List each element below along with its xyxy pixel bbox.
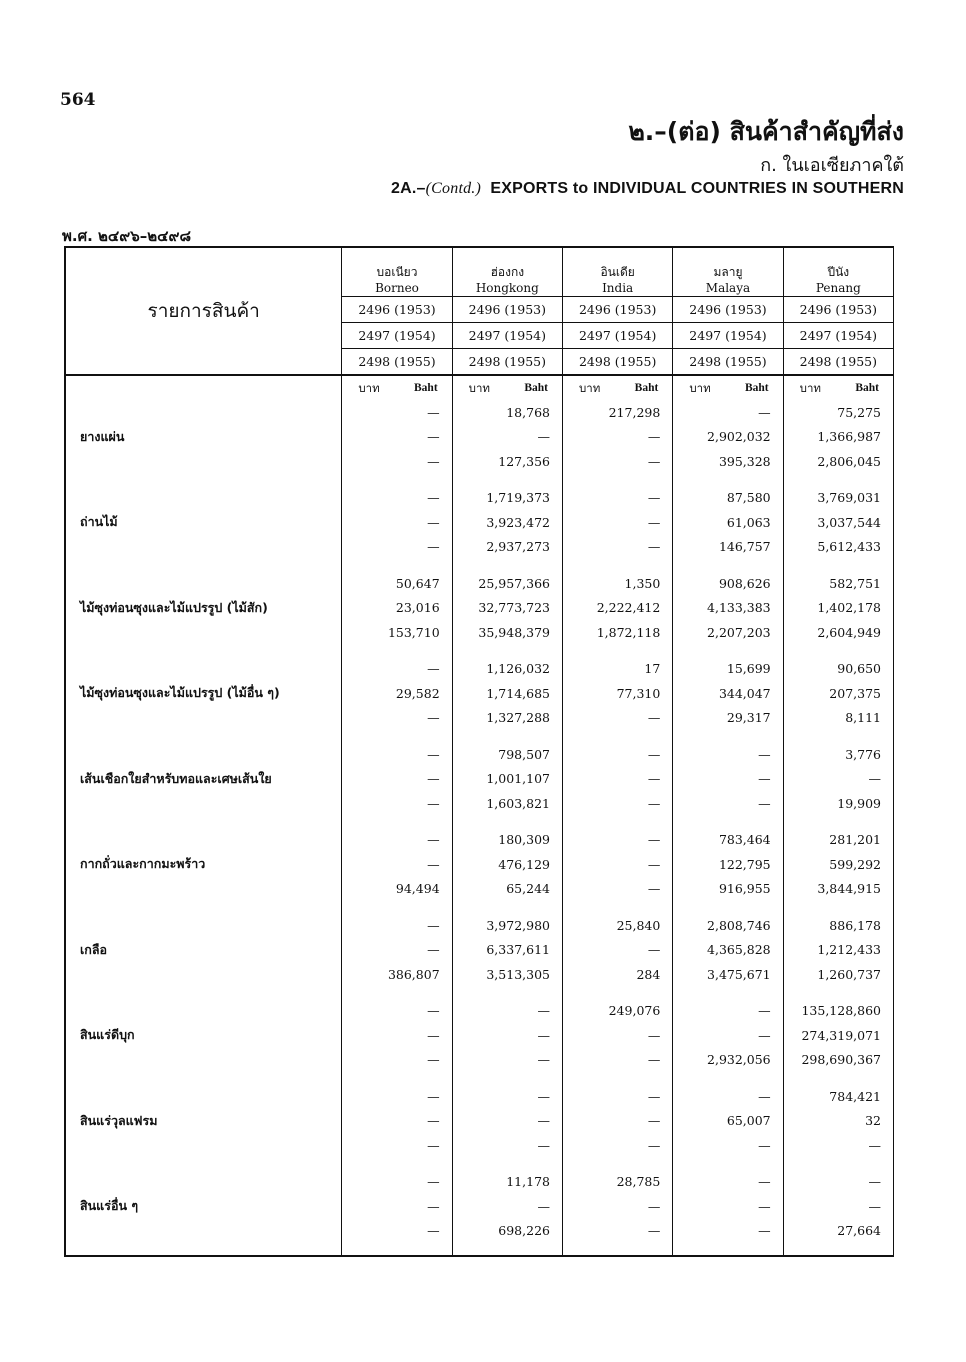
value-cell: —: [342, 449, 452, 474]
value-cell: 784,421: [783, 1084, 893, 1109]
year-label: 2498 (1955): [358, 354, 436, 369]
value-cell: 65,244: [452, 877, 562, 902]
country-header-india: [562, 247, 672, 374]
value-cell: —: [342, 706, 452, 731]
value-cell: —: [342, 1170, 452, 1195]
value-cell: 2,808,746: [673, 913, 783, 938]
value-cell: 249,076: [562, 999, 672, 1024]
country-english-name: Malaya: [673, 280, 782, 297]
value-cell: —: [342, 852, 452, 877]
value-cell: 8,111: [783, 706, 893, 731]
value-cell: —: [452, 1023, 562, 1048]
table-row: [65, 400, 894, 425]
value-cell: —: [562, 535, 672, 560]
table-row: [65, 828, 894, 853]
value-cell: 17: [562, 657, 672, 682]
value-cell: —: [673, 1023, 783, 1048]
value-cell: —: [342, 938, 452, 963]
value-cell: —: [673, 400, 783, 425]
value-cell: 1,402,178: [783, 596, 893, 621]
value-cell: 1,001,107: [452, 767, 562, 792]
value-cell: —: [452, 1084, 562, 1109]
table-row: [65, 486, 894, 511]
page-number: 564: [60, 90, 96, 110]
value-cell: 1,350: [562, 571, 672, 596]
value-cell: 1,260,737: [783, 962, 893, 987]
commodity-name: ยางแผ่น: [65, 400, 342, 474]
value-cell: —: [342, 400, 452, 425]
value-cell: 916,955: [673, 877, 783, 902]
unit-en: Baht: [524, 382, 548, 394]
value-cell: 908,626: [673, 571, 783, 596]
value-cell: 23,016: [342, 596, 452, 621]
value-cell: —: [342, 535, 452, 560]
value-cell: 3,513,305: [452, 962, 562, 987]
year-label: 2498 (1955): [468, 354, 546, 369]
value-cell: 1,603,821: [452, 791, 562, 816]
value-cell: —: [342, 486, 452, 511]
commodity-name: สินแร่อื่น ๆ: [65, 1170, 342, 1244]
value-cell: —: [783, 1170, 893, 1195]
country-thai-name: ฮ่องกง: [490, 265, 525, 279]
table-row: [65, 571, 894, 596]
value-cell: 3,844,915: [783, 877, 893, 902]
value-cell: —: [562, 938, 672, 963]
table-row: [65, 999, 894, 1024]
value-cell: —: [342, 913, 452, 938]
value-cell: 1,366,987: [783, 425, 893, 450]
year-label: 2497 (1954): [673, 323, 782, 349]
table-row: [65, 913, 894, 938]
year-label: 2496 (1953): [453, 297, 562, 323]
english-title: [391, 180, 904, 198]
value-cell: 3,923,472: [452, 510, 562, 535]
value-cell: 4,133,383: [673, 596, 783, 621]
value-cell: 344,047: [673, 681, 783, 706]
value-cell: —: [562, 1084, 672, 1109]
value-cell: —: [562, 852, 672, 877]
value-cell: 1,327,288: [452, 706, 562, 731]
year-label: 2496 (1953): [563, 297, 672, 323]
year-label: 2498 (1955): [689, 354, 767, 369]
value-cell: 32,773,723: [452, 596, 562, 621]
value-cell: 798,507: [452, 742, 562, 767]
value-cell: 77,310: [562, 681, 672, 706]
value-cell: —: [342, 510, 452, 535]
value-cell: 25,840: [562, 913, 672, 938]
country-english-name: India: [563, 280, 672, 297]
value-cell: 180,309: [452, 828, 562, 853]
commodity-name: สินแร่ดีบุก: [65, 999, 342, 1073]
unit-en: Baht: [855, 382, 879, 394]
value-cell: —: [452, 999, 562, 1024]
thai-subtitle: ก. ในเอเซียภาคใต้: [760, 155, 904, 176]
value-cell: 1,719,373: [452, 486, 562, 511]
table-row: [65, 657, 894, 682]
unit-thai: บาท: [799, 381, 821, 395]
value-cell: 6,337,611: [452, 938, 562, 963]
value-cell: 3,037,544: [783, 510, 893, 535]
year-label: 2496 (1953): [784, 297, 893, 323]
commodity-name: กากถั่วและกากมะพร้าว: [65, 828, 342, 902]
value-cell: 3,769,031: [783, 486, 893, 511]
value-cell: 1,714,685: [452, 681, 562, 706]
english-title-main: EXPORTS to INDIVIDUAL COUNTRIES IN SOUTHERN: [490, 180, 904, 197]
year-label: 2496 (1953): [342, 297, 451, 323]
table-row: [65, 742, 894, 767]
value-cell: 3,475,671: [673, 962, 783, 987]
value-cell: 599,292: [783, 852, 893, 877]
value-cell: 2,902,032: [673, 425, 783, 450]
country-thai-name: อินเดีย: [600, 265, 635, 279]
year-label: 2497 (1954): [453, 323, 562, 349]
value-cell: 698,226: [452, 1219, 562, 1244]
english-title-contd: (Contd.): [425, 180, 482, 197]
value-cell: 783,464: [673, 828, 783, 853]
value-cell: —: [673, 1133, 783, 1158]
commodity-name: ไม้ซุงท่อนซุงและไม้แปรรูป (ไม้อื่น ๆ): [65, 657, 342, 731]
value-cell: 281,201: [783, 828, 893, 853]
value-cell: 50,647: [342, 571, 452, 596]
value-cell: —: [342, 1219, 452, 1244]
value-cell: 32: [783, 1109, 893, 1134]
value-cell: 90,650: [783, 657, 893, 682]
value-cell: 386,807: [342, 962, 452, 987]
value-cell: 2,207,203: [673, 620, 783, 645]
value-cell: 35,948,379: [452, 620, 562, 645]
value-cell: 146,757: [673, 535, 783, 560]
value-cell: 5,612,433: [783, 535, 893, 560]
unit-thai: บาท: [468, 381, 490, 395]
value-cell: 15,699: [673, 657, 783, 682]
year-label: 2498 (1955): [578, 354, 657, 369]
commodity-name: ไม้ซุงท่อนซุงและไม้แปรรูป (ไม้สัก): [65, 571, 342, 645]
value-cell: 94,494: [342, 877, 452, 902]
value-cell: —: [673, 1084, 783, 1109]
value-cell: —: [562, 1194, 672, 1219]
commodity-name: เกลือ: [65, 913, 342, 987]
value-cell: 153,710: [342, 620, 452, 645]
value-cell: 65,007: [673, 1109, 783, 1134]
country-english-name: Hongkong: [453, 280, 562, 297]
value-cell: 1,126,032: [452, 657, 562, 682]
value-cell: —: [562, 425, 672, 450]
value-cell: —: [562, 1219, 672, 1244]
value-cell: —: [562, 486, 672, 511]
country-header-hongkong: [452, 247, 562, 374]
value-cell: 1,212,433: [783, 938, 893, 963]
value-cell: —: [673, 1194, 783, 1219]
value-cell: 127,356: [452, 449, 562, 474]
value-cell: —: [562, 767, 672, 792]
value-cell: 2,806,045: [783, 449, 893, 474]
value-cell: —: [562, 877, 672, 902]
value-cell: —: [452, 1048, 562, 1073]
country-thai-name: มลายู: [713, 265, 743, 279]
value-cell: 2,932,056: [673, 1048, 783, 1073]
value-cell: —: [452, 1194, 562, 1219]
value-cell: —: [342, 828, 452, 853]
year-label: 2497 (1954): [563, 323, 672, 349]
country-thai-name: ปีนัง: [827, 265, 850, 279]
english-title-prefix: 2A.–: [391, 180, 426, 197]
country-header-penang: [783, 247, 893, 374]
country-header-borneo: [342, 247, 452, 374]
value-cell: 135,128,860: [783, 999, 893, 1024]
value-cell: —: [452, 425, 562, 450]
value-cell: —: [342, 1084, 452, 1109]
table-row: [65, 1084, 894, 1109]
value-cell: —: [783, 1133, 893, 1158]
commodity-name: เส้นเชือกใยสำหรับทอและเศษเส้นใย: [65, 742, 342, 816]
value-cell: 61,063: [673, 510, 783, 535]
exports-table: [64, 246, 894, 1257]
value-cell: 19,909: [783, 791, 893, 816]
value-cell: —: [342, 999, 452, 1024]
value-cell: 75,275: [783, 400, 893, 425]
value-cell: 284: [562, 962, 672, 987]
value-cell: —: [783, 1194, 893, 1219]
value-cell: 122,795: [673, 852, 783, 877]
value-cell: —: [452, 1109, 562, 1134]
value-cell: —: [562, 1048, 672, 1073]
value-cell: 582,751: [783, 571, 893, 596]
value-cell: 4,365,828: [673, 938, 783, 963]
commodity-name: สินแร่วุลแฟรม: [65, 1084, 342, 1158]
item-column-header: รายการสินค้า: [65, 247, 342, 374]
value-cell: 274,319,071: [783, 1023, 893, 1048]
value-cell: —: [562, 1023, 672, 1048]
value-cell: 2,604,949: [783, 620, 893, 645]
value-cell: —: [673, 1219, 783, 1244]
value-cell: —: [342, 767, 452, 792]
country-thai-name: บอเนียว: [376, 265, 418, 279]
commodity-name: ถ่านไม้: [65, 486, 342, 560]
unit-en: Baht: [634, 382, 659, 394]
value-cell: 29,317: [673, 706, 783, 731]
header-row: [65, 247, 894, 374]
value-cell: 25,957,366: [452, 571, 562, 596]
unit-row: [65, 375, 894, 400]
value-cell: —: [342, 1109, 452, 1134]
value-cell: 2,222,412: [562, 596, 672, 621]
value-cell: 886,178: [783, 913, 893, 938]
country-english-name: Borneo: [342, 280, 451, 297]
value-cell: —: [562, 510, 672, 535]
value-cell: —: [342, 791, 452, 816]
value-cell: —: [562, 706, 672, 731]
value-cell: 217,298: [562, 400, 672, 425]
value-cell: 28,785: [562, 1170, 672, 1195]
value-cell: 11,178: [452, 1170, 562, 1195]
value-cell: —: [342, 1023, 452, 1048]
value-cell: 298,690,367: [783, 1048, 893, 1073]
country-english-name: Penang: [784, 280, 893, 297]
value-cell: —: [342, 742, 452, 767]
year-label: 2498 (1955): [799, 354, 877, 369]
year-range: พ.ศ. ๒๔๙๖–๒๔๙๘: [62, 227, 192, 245]
year-label: 2497 (1954): [784, 323, 893, 349]
value-cell: —: [342, 657, 452, 682]
value-cell: —: [562, 742, 672, 767]
value-cell: —: [452, 1133, 562, 1158]
unit-thai: บาท: [578, 381, 601, 395]
value-cell: 3,776: [783, 742, 893, 767]
value-cell: —: [673, 999, 783, 1024]
value-cell: —: [673, 791, 783, 816]
table-row: [65, 1170, 894, 1195]
year-label: 2497 (1954): [342, 323, 451, 349]
unit-thai: บาท: [689, 381, 711, 395]
year-label: 2496 (1953): [673, 297, 782, 323]
value-cell: —: [342, 1133, 452, 1158]
unit-thai: บาท: [358, 381, 380, 395]
value-cell: —: [673, 1170, 783, 1195]
value-cell: —: [562, 449, 672, 474]
value-cell: —: [673, 767, 783, 792]
country-header-malaya: [673, 247, 783, 374]
value-cell: 395,328: [673, 449, 783, 474]
value-cell: 18,768: [452, 400, 562, 425]
value-cell: —: [673, 742, 783, 767]
value-cell: 27,664: [783, 1219, 893, 1244]
unit-en: Baht: [414, 382, 438, 394]
value-cell: 1,872,118: [562, 620, 672, 645]
value-cell: 2,937,273: [452, 535, 562, 560]
value-cell: 29,582: [342, 681, 452, 706]
value-cell: 207,375: [783, 681, 893, 706]
value-cell: —: [342, 425, 452, 450]
value-cell: 3,972,980: [452, 913, 562, 938]
value-cell: —: [562, 791, 672, 816]
unit-en: Baht: [744, 382, 769, 394]
value-cell: —: [342, 1194, 452, 1219]
value-cell: 476,129: [452, 852, 562, 877]
value-cell: —: [783, 767, 893, 792]
value-cell: 87,580: [673, 486, 783, 511]
value-cell: —: [342, 1048, 452, 1073]
value-cell: —: [562, 1133, 672, 1158]
value-cell: —: [562, 828, 672, 853]
value-cell: —: [562, 1109, 672, 1134]
thai-title: ๒.–(ต่อ) สินค้าสำคัญที่ส่ง: [628, 117, 904, 146]
